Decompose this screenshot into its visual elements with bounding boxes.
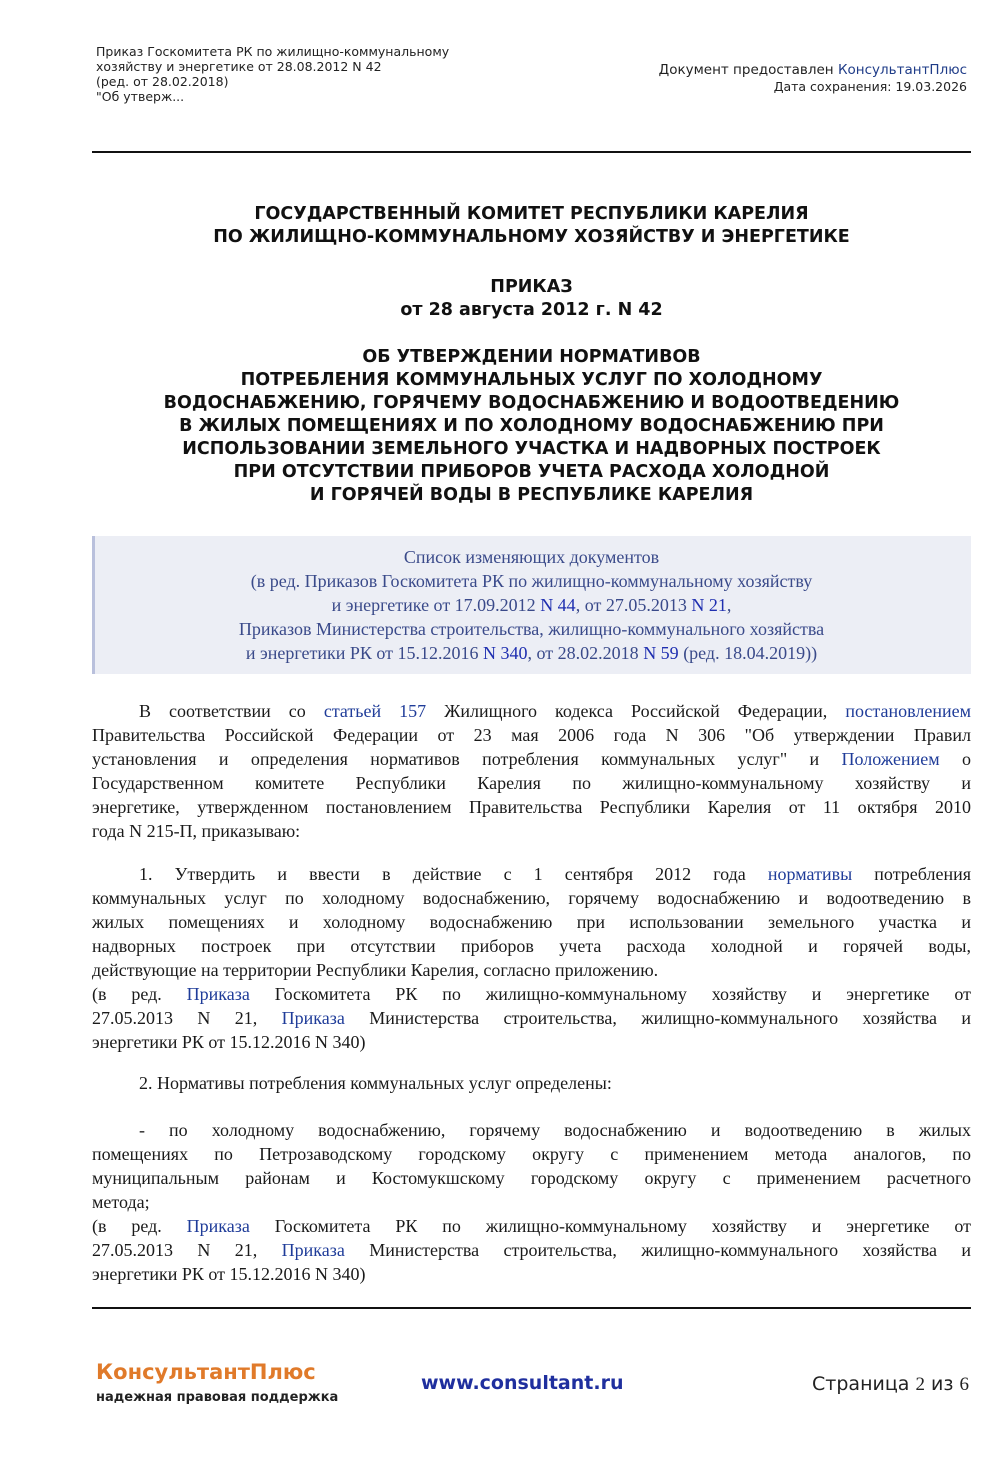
norms-link[interactable]: нормативы <box>767 864 853 884</box>
provided-by-text: Документ предоставлен <box>658 62 838 78</box>
subject-line: ВОДОСНАБЖЕНИЮ, ГОРЯЧЕМУ ВОДОСНАБЖЕНИЮ И ВОДООТВЕДЕНИЮ <box>163 393 900 413</box>
clause-2-paragraph <box>92 1071 971 1095</box>
document-date: от 28 августа 2012 г. N 42 <box>400 300 663 320</box>
page-indicator: Страница 2 из 6 <box>812 1373 969 1395</box>
header-ref-line: (ред. от 28.02.2018) <box>96 74 229 89</box>
saved-date: Дата сохранения: 19.03.2026 <box>773 79 967 94</box>
subject-line: И ГОРЯЧЕЙ ВОДЫ В РЕСПУБЛИКЕ КАРЕЛИЯ <box>309 485 754 505</box>
document-type-block <box>92 276 971 322</box>
amendments-line: Приказов Министерства строительства, жилищно-коммунального хозяйства <box>238 619 825 639</box>
text-line: помещениях по Петрозаводскому городскому округу с применением метода аналогов, по <box>92 1144 971 1164</box>
text-line: метода; <box>92 1192 150 1212</box>
edition-note-line: энергетики РК от 15.12.2016 N 340) <box>92 1032 366 1052</box>
edition-note-line: (в ред. Приказа Госкомитета РК по жилищно-коммунальному хозяйству и энергетике от <box>92 1216 971 1236</box>
text-line: В соответствии со статьей 157 Жилищного кодекса Российской Федерации, постановлением <box>139 701 972 721</box>
regulation-link[interactable]: Положением <box>841 749 940 769</box>
text-line: муниципальным районам и Костомукшскому городскому округу с применением расчетного <box>92 1168 971 1188</box>
order-link[interactable]: Приказа <box>281 1240 345 1260</box>
edition-note-line: энергетики РК от 15.12.2016 N 340) <box>92 1264 366 1284</box>
clause-1-paragraph <box>92 862 971 1054</box>
website-link[interactable]: www.consultant.ru <box>421 1372 624 1394</box>
text-line: установления и определения нормативов потребления коммунальных услуг" и Положением о <box>92 749 972 769</box>
document-subject <box>92 346 971 507</box>
amendment-link-n59[interactable]: N 59 <box>643 643 679 663</box>
subject-line: ОБ УТВЕРЖДЕНИИ НОРМАТИВОВ <box>362 347 701 367</box>
text-line: - по холодному водоснабжению, горячему водоснабжению и водоотведению в жилых <box>139 1120 971 1140</box>
amendment-link-n44[interactable]: N 44 <box>540 595 576 615</box>
amendment-link-n340[interactable]: N 340 <box>483 643 528 663</box>
edition-note-line: (в ред. Приказа Госкомитета РК по жилищно-коммунальному хозяйству и энергетике от <box>92 984 971 1004</box>
text-line: 2. Нормативы потребления коммунальных услуг определены: <box>139 1073 612 1093</box>
amendments-line: и энергетики РК от 15.12.2016 N 340, от 28.02.2018 N 59 (ред. 18.04.2019)) <box>245 643 818 663</box>
consultant-brand-link[interactable]: КонсультантПлюс <box>837 62 967 78</box>
footer-divider <box>92 1307 971 1309</box>
amendments-line: (в ред. Приказов Госкомитета РК по жилищно-коммунальному хозяйству <box>250 571 813 591</box>
issuing-organization <box>92 203 971 249</box>
org-line: ГОСУДАРСТВЕННЫЙ КОМИТЕТ РЕСПУБЛИКИ КАРЕЛИЯ <box>254 204 809 224</box>
consultant-tagline: надежная правовая поддержка <box>96 1390 339 1405</box>
text-line: Правительства Российской Федерации от 23 мая 2006 года N 306 "Об утверждении Правил <box>92 725 971 745</box>
document-type: ПРИКАЗ <box>490 277 573 297</box>
article-157-link[interactable]: статьей 157 <box>323 701 427 721</box>
header-provider <box>659 62 967 94</box>
text-line: жилых помещениях и холодному водоснабжению при использовании земельного участка и <box>92 912 971 932</box>
amendments-list <box>92 545 971 665</box>
text-line: действующие на территории Республики Карелия, согласно приложению. <box>92 960 659 980</box>
text-line: года N 215-П, приказываю: <box>92 821 301 841</box>
subject-line: ПРИ ОТСУТСТВИИ ПРИБОРОВ УЧЕТА РАСХОДА ХОЛОДНОЙ <box>233 462 830 482</box>
amendment-link-n21[interactable]: N 21 <box>691 595 727 615</box>
order-link[interactable]: Приказа <box>281 1008 345 1028</box>
subject-line: В ЖИЛЫХ ПОМЕЩЕНИЯХ И ПО ХОЛОДНОМУ ВОДОСНАБЖЕНИЮ ПРИ <box>179 416 884 436</box>
page-current: 2 <box>915 1374 925 1395</box>
text-line: надворных построек при отсутствии приборов учета расхода холодной и горячей воды, <box>92 936 971 956</box>
header-ref-line: Приказ Госкомитета РК по жилищно-коммунальному <box>96 44 450 59</box>
clause-2-item-paragraph <box>92 1118 971 1286</box>
header-divider <box>92 151 971 153</box>
text-line: коммунальных услуг по холодному водоснабжению, горячему водоснабжению и водоотведению в <box>92 888 971 908</box>
header-ref-line: хозяйству и энергетике от 28.08.2012 N 42 <box>96 59 382 74</box>
text-line: 1. Утвердить и ввести в действие с 1 сентября 2012 года нормативы потребления <box>139 864 971 884</box>
preamble-paragraph <box>92 699 971 843</box>
subject-line: ПОТРЕБЛЕНИЯ КОММУНАЛЬНЫХ УСЛУГ ПО ХОЛОДНОМУ <box>240 370 823 390</box>
text-line: энергетике, утвержденном постановлением Правительства Республики Карелия от 11 октября 2010 <box>92 797 971 817</box>
resolution-link[interactable]: постановлением <box>845 701 972 721</box>
org-line: ПО ЖИЛИЩНО-КОММУНАЛЬНОМУ ХОЗЯЙСТВУ И ЭНЕРГЕТИКЕ <box>213 227 850 247</box>
header-document-reference <box>96 44 516 104</box>
order-link[interactable]: Приказа <box>186 984 250 1004</box>
edition-note-line: 27.05.2013 N 21, Приказа Министерства строительства, жилищно-коммунального хозяйства и <box>92 1008 972 1028</box>
amendments-line: и энергетике от 17.09.2012 N 44, от 27.05.2013 N 21, <box>331 595 732 615</box>
header-ref-line: "Об утверж... <box>96 89 185 104</box>
text-line: Государственном комитете Республики Карелия по жилищно-коммунальному хозяйству и <box>92 773 971 793</box>
order-link[interactable]: Приказа <box>186 1216 250 1236</box>
edition-note-line: 27.05.2013 N 21, Приказа Министерства строительства, жилищно-коммунального хозяйства и <box>92 1240 972 1260</box>
amendments-heading: Список изменяющих документов <box>403 547 660 567</box>
consultant-logo: КонсультантПлюс <box>96 1360 316 1384</box>
subject-line: ИСПОЛЬЗОВАНИИ ЗЕМЕЛЬНОГО УЧАСТКА И НАДВОРНЫХ ПОСТРОЕК <box>182 439 881 459</box>
page-total: 6 <box>959 1374 969 1395</box>
